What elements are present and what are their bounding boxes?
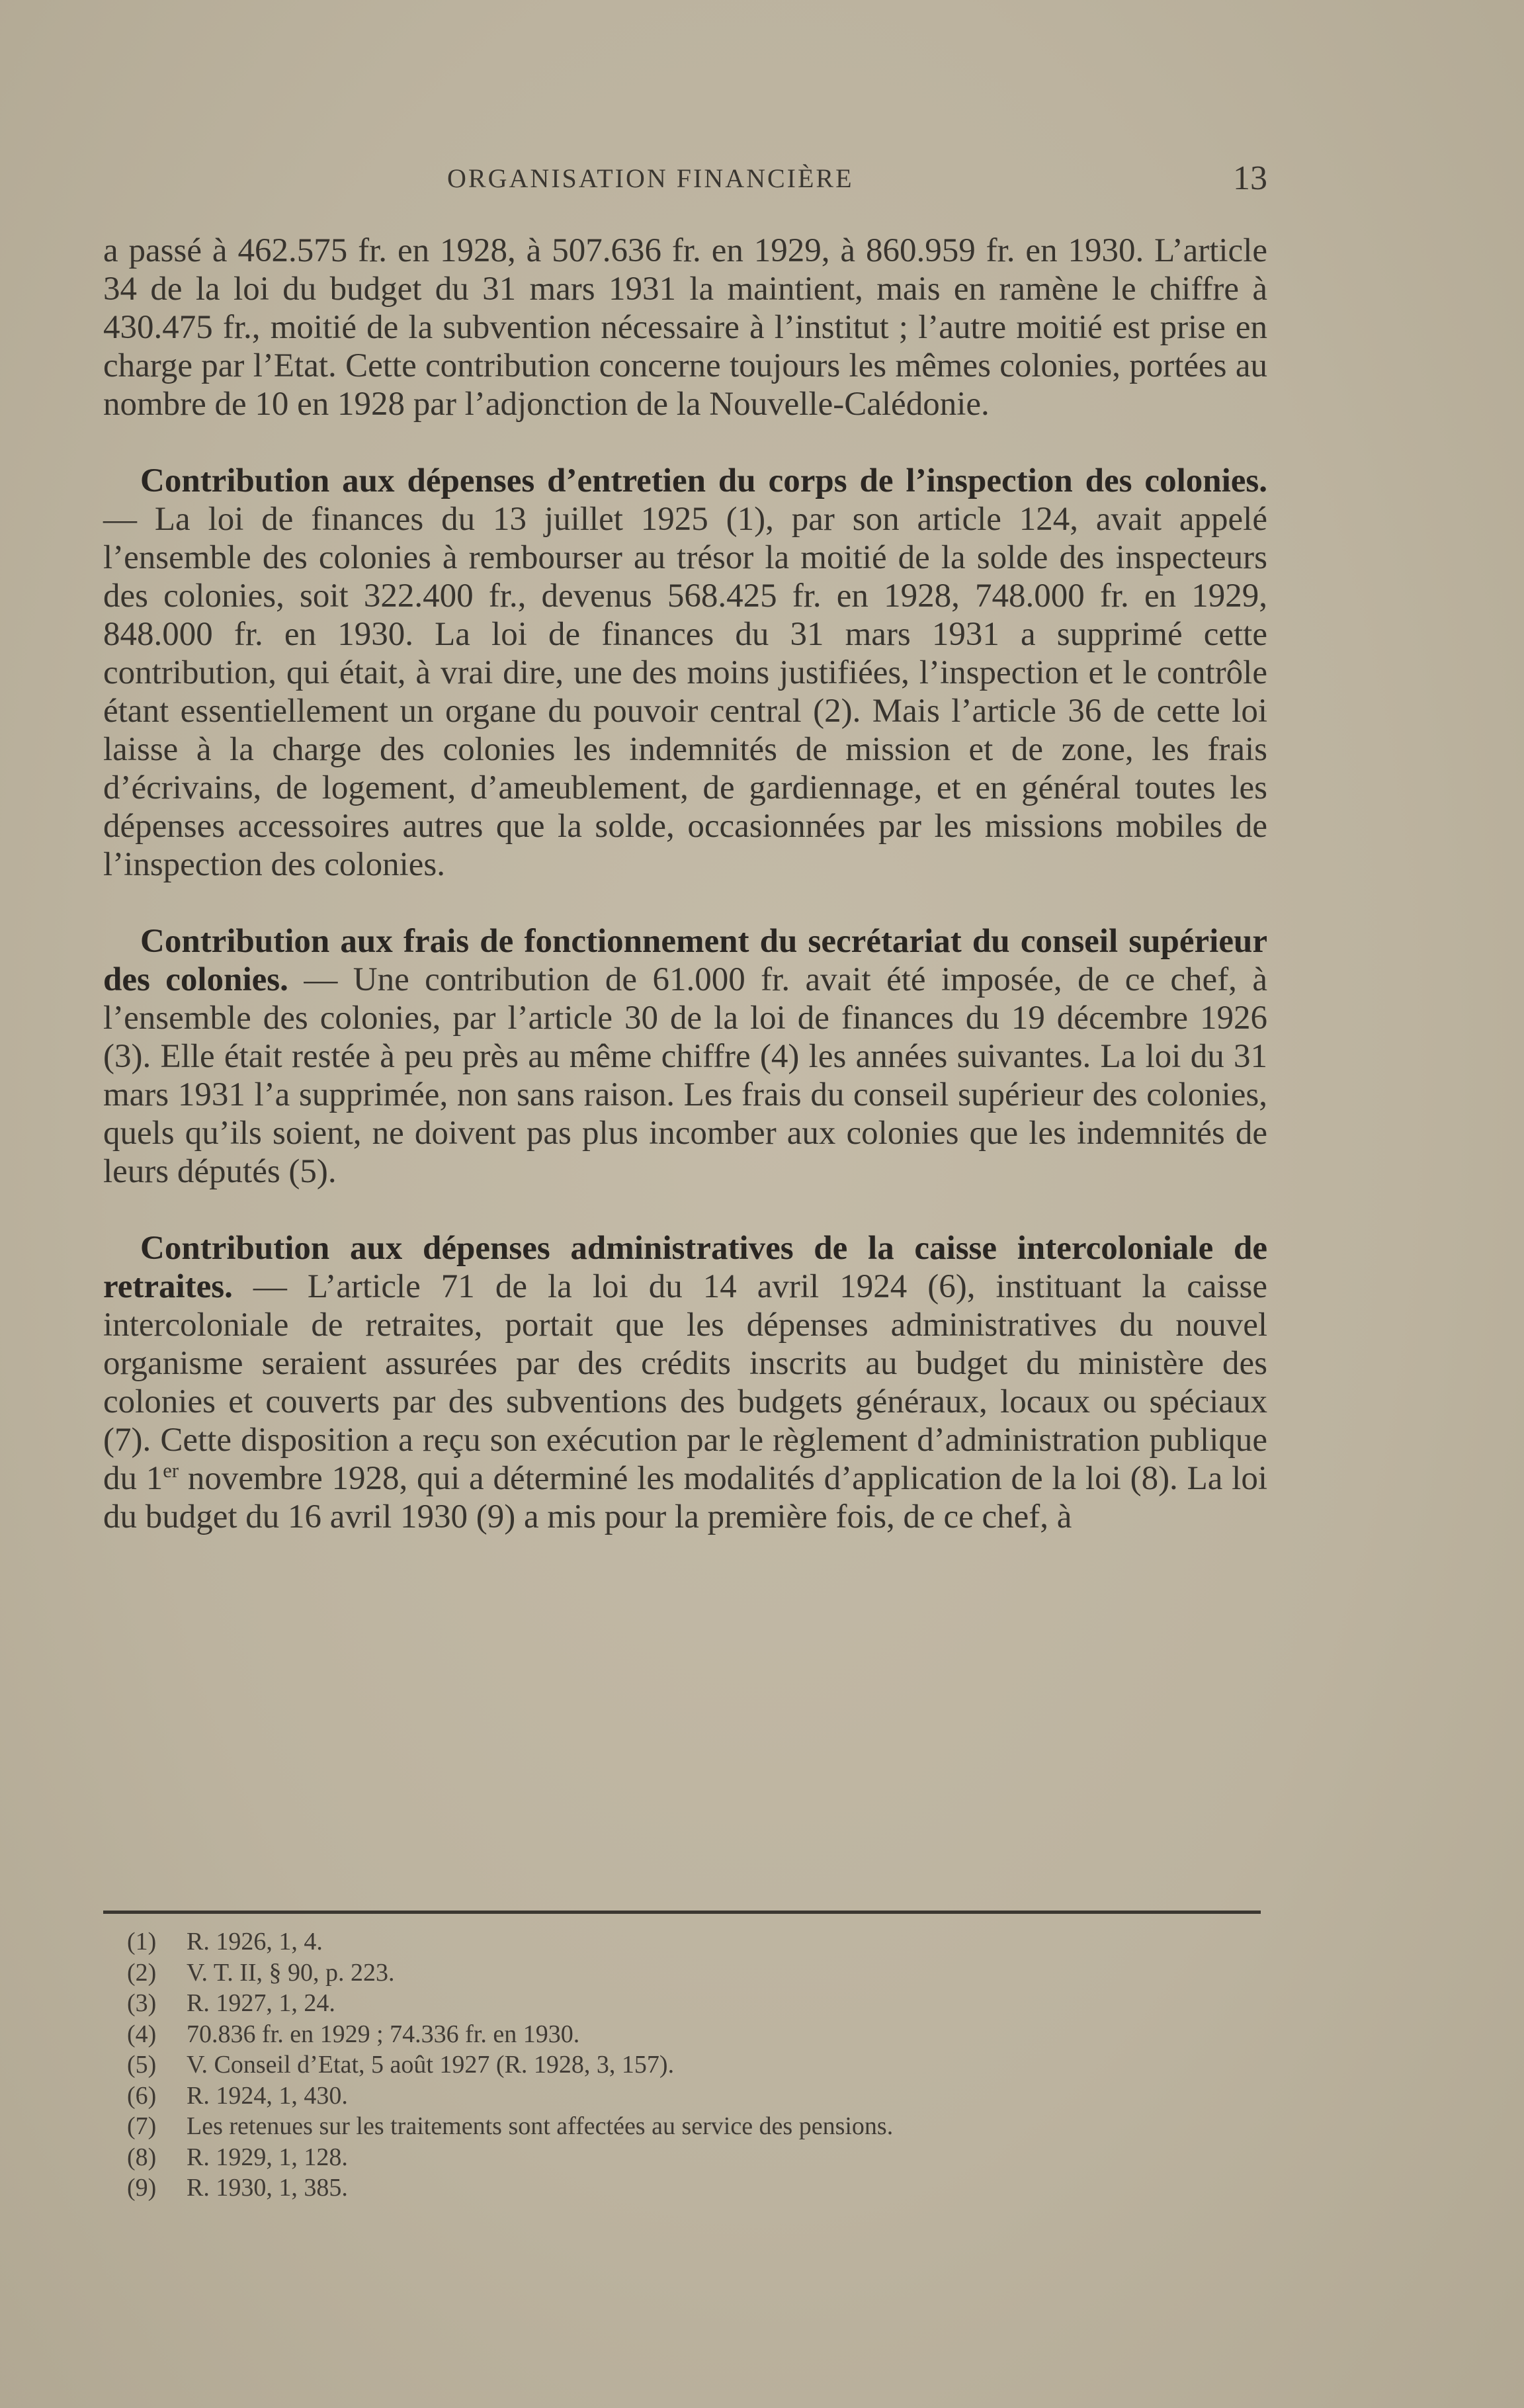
paragraph-text: — L’article 71 de la loi du 14 avril 1924 (6), instituant la caisse intercoloniale de retraites, portait que les dépenses administratives du nouvel organisme seraient assurées par des crédits inscrits au budget du ministère des colonies et couverts par des subventions des budgets généraux, locaux ou spéciaux (7). Cette disposition a reçu son exécution par le règlement d’administration publique du 1: [103, 1268, 1267, 1497]
paragraph-inspection-colonies: [103, 462, 1267, 884]
page-number: 13: [1233, 159, 1267, 197]
paragraph-text: — Une contribution de 61.000 fr. avait été imposée, de ce chef, à l’ensemble des colonies, par l’article 30 de la loi de finances du 19 décembre 1926 (3). Elle était restée à peu près au même chiffre (4) les années suivantes. La loi du 31 mars 1931 l’a supprimée, non sans raison. Les frais du conseil supérieur des colonies, quels qu’ils soient, ne doivent pas plus incomber aux colonies que les indemnités de leurs députés (5).: [103, 961, 1268, 1190]
footnote-4: [127, 2019, 1265, 2050]
footnote-text: R. 1924, 1, 430.: [187, 2081, 348, 2110]
footnote-7: [127, 2111, 1265, 2142]
footnote-number: (6): [127, 2081, 157, 2110]
footnote-9: [127, 2172, 1265, 2204]
footnote-number: (8): [127, 2143, 157, 2171]
section-title-caisse: Contribution aux dépenses administratives de la caisse intercoloniale de retraites.: [103, 1230, 1267, 1305]
paragraph-text: a passé à 462.575 fr. en 1928, à 507.636 fr. en 1929, à 860.959 fr. en 1930. L’article 34 de la loi du budget du 31 mars 1931 la maintient, mais en ramène le chiffre à 430.475 fr., moitié de la subvention nécessaire à l’institut ; l’autre moitié est prise en charge par l’Etat. Cette contribution concerne toujours les mêmes colonies, portées au nombre de 10 en 1928 par l’adjonction de la Nouvelle-Calédonie.: [103, 232, 1267, 423]
paragraph-caisse-retraites: [103, 1229, 1267, 1536]
body-text: [103, 232, 1267, 1574]
running-head: [103, 159, 1267, 198]
footnote-8: [127, 2142, 1265, 2173]
paragraph-institut-continuation: [103, 232, 1267, 423]
footnote-number: (2): [127, 1958, 157, 1987]
footnote-number: (1): [127, 1928, 157, 1956]
footnote-text: 70.836 fr. en 1929 ; 74.336 fr. en 1930.: [187, 2020, 580, 2048]
document-page: [103, 0, 1267, 2408]
footnote-1: [127, 1926, 1265, 1957]
footnote-divider: [103, 1911, 1261, 1914]
footnote-2: [127, 1957, 1265, 1989]
footnote-number: (5): [127, 2051, 157, 2079]
footnote-6: [127, 2081, 1265, 2112]
footnote-text: V. Conseil d’Etat, 5 août 1927 (R. 1928, 3, 157).: [187, 2051, 675, 2079]
footnote-text: R. 1929, 1, 128.: [187, 2143, 348, 2171]
superscript-er: er: [163, 1459, 179, 1482]
footnote-text: Les retenues sur les traitements sont affectées au service des pensions.: [187, 2112, 894, 2140]
footnote-number: (9): [127, 2174, 157, 2202]
paragraph-text: — La loi de finances du 13 juillet 1925 (1), par son article 124, avait appelé l’ensemble des colonies à rembourser au trésor la moitié de la solde des inspecteurs des colonies, soit 322.400 fr., devenus 568.425 fr. en 1928, 748.000 fr. en 1929, 848.000 fr. en 1930. La loi de finances du 31 mars 1931 a supprimé cette contribution, qui était, à vrai dire, une des moins justifiées, l’inspection et le contrôle étant essentiellement un organe du pouvoir central (2). Mais l’article 36 de cette loi laisse à la charge des colonies les indemnités de mission et de zone, les frais d’écrivains, de logement, d’ameublement, de gardiennage, et en général toutes les dépenses accessoires autres que la solde, occasionnées par les missions mobiles de l’inspection des colonies.: [103, 501, 1267, 883]
footnote-number: (4): [127, 2020, 157, 2048]
paragraph-text-continued: novembre 1928, qui a déterminé les modalités d’application de la loi (8). La loi du budget du 16 avril 1930 (9) a mis pour la première fois, de ce chef, à: [103, 1460, 1267, 1535]
footnote-text: R. 1930, 1, 385.: [187, 2174, 348, 2202]
footnote-3: [127, 1988, 1265, 2019]
footnotes: [127, 1926, 1265, 2204]
footnote-number: (7): [127, 2112, 157, 2140]
section-title-conseil: Contribution aux frais de fonctionnement du secrétariat du conseil supérieur des colonies.: [103, 923, 1267, 998]
footnote-number: (3): [127, 1989, 157, 2017]
paragraph-conseil-superieur: [103, 922, 1267, 1191]
footnote-text: R. 1926, 1, 4.: [187, 1928, 323, 1956]
footnote-text: V. T. II, § 90, p. 223.: [187, 1958, 395, 1987]
footnote-text: R. 1927, 1, 24.: [187, 1989, 335, 2017]
footnote-5: [127, 2049, 1265, 2081]
running-title: ORGANISATION FINANCIÈRE: [447, 163, 854, 193]
section-title-inspection: Contribution aux dépenses d’entretien du corps de l’inspection des colonies.: [140, 462, 1267, 499]
